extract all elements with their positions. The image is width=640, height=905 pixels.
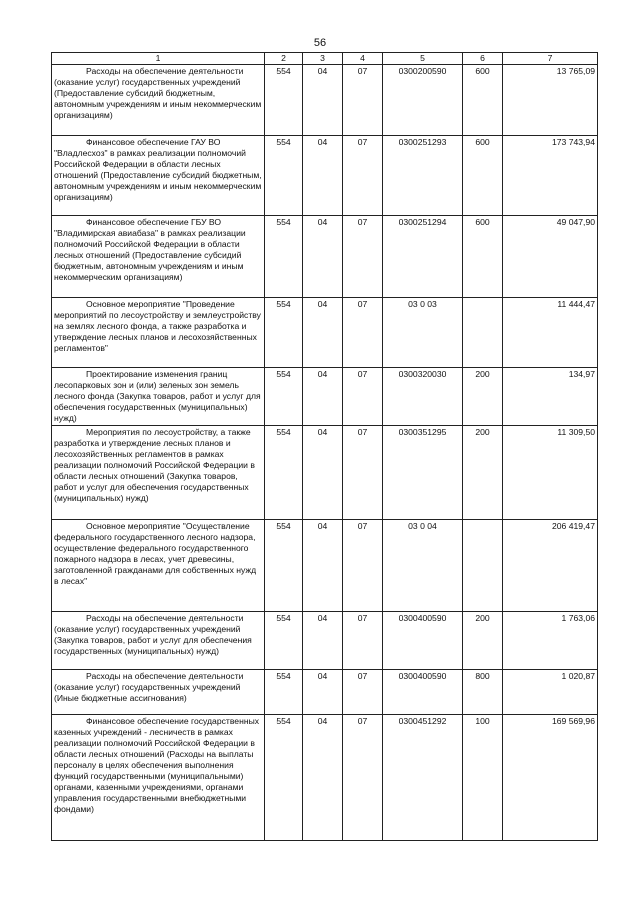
table-row [52, 715, 598, 841]
cell-section: 04 [303, 520, 343, 612]
table-row [52, 612, 598, 670]
cell-code: 554 [265, 715, 303, 841]
cell-expense-type [463, 520, 503, 612]
cell-code: 554 [265, 298, 303, 368]
cell-target-article: 0300451292 [383, 715, 463, 841]
table-row [52, 216, 598, 298]
header-cell: 1 [52, 53, 265, 65]
row-description: Расходы на обеспечение деятельности (оказание услуг) государственных учреждений (Предоставление субсидий бюджетным, автономным учреждениям и иным некоммерческим организациям) [52, 65, 265, 136]
table-row [52, 520, 598, 612]
cell-amount: 1 763,06 [503, 612, 598, 670]
cell-expense-type: 600 [463, 136, 503, 216]
table-row [52, 426, 598, 520]
cell-subsection: 07 [343, 136, 383, 216]
cell-amount: 1 020,87 [503, 670, 598, 715]
cell-section: 04 [303, 715, 343, 841]
cell-expense-type: 100 [463, 715, 503, 841]
cell-section: 04 [303, 426, 343, 520]
cell-section: 04 [303, 368, 343, 426]
cell-subsection: 07 [343, 426, 383, 520]
cell-target-article: 0300320030 [383, 368, 463, 426]
cell-code: 554 [265, 426, 303, 520]
cell-section: 04 [303, 612, 343, 670]
cell-target-article: 03 0 03 [383, 298, 463, 368]
cell-target-article: 0300251293 [383, 136, 463, 216]
cell-section: 04 [303, 670, 343, 715]
cell-expense-type: 200 [463, 426, 503, 520]
cell-subsection: 07 [343, 368, 383, 426]
cell-code: 554 [265, 368, 303, 426]
cell-expense-type: 600 [463, 216, 503, 298]
cell-expense-type: 800 [463, 670, 503, 715]
cell-code: 554 [265, 670, 303, 715]
cell-amount: 49 047,90 [503, 216, 598, 298]
cell-target-article: 03 0 04 [383, 520, 463, 612]
cell-subsection: 07 [343, 65, 383, 136]
cell-target-article: 0300251294 [383, 216, 463, 298]
header-cell: 2 [265, 53, 303, 65]
cell-section: 04 [303, 216, 343, 298]
cell-code: 554 [265, 65, 303, 136]
header-cell: 7 [503, 53, 598, 65]
header-cell: 6 [463, 53, 503, 65]
cell-subsection: 07 [343, 612, 383, 670]
cell-code: 554 [265, 520, 303, 612]
cell-target-article: 0300400590 [383, 670, 463, 715]
cell-code: 554 [265, 136, 303, 216]
cell-subsection: 07 [343, 298, 383, 368]
cell-expense-type: 200 [463, 612, 503, 670]
header-row [52, 53, 598, 65]
cell-amount: 134,97 [503, 368, 598, 426]
cell-subsection: 07 [343, 216, 383, 298]
cell-target-article: 0300200590 [383, 65, 463, 136]
budget-table [51, 52, 598, 841]
cell-subsection: 07 [343, 715, 383, 841]
cell-expense-type: 200 [463, 368, 503, 426]
header-cell: 3 [303, 53, 343, 65]
row-description: Расходы на обеспечение деятельности (оказание услуг) государственных учреждений (Иные бюджетные ассигнования) [52, 670, 265, 715]
row-description: Финансовое обеспечение государственных казенных учреждений - лесничеств в рамках реализации полномочий Российской Федерации в области лесных отношений (Расходы на выплаты персоналу в целях обеспечения выполнения функций государственными (муниципальными) органами, казенными учреждениями, органами управления государственными внебюджетными фондами) [52, 715, 265, 841]
cell-expense-type [463, 298, 503, 368]
cell-section: 04 [303, 65, 343, 136]
row-description: Проектирование изменения границ лесопарковых зон и (или) зеленых зон земель лесного фонда (Закупка товаров, работ и услуг для обеспечения государственных (муниципальных) нужд) [52, 368, 265, 426]
header-cell: 4 [343, 53, 383, 65]
cell-amount: 11 309,50 [503, 426, 598, 520]
cell-target-article: 0300351295 [383, 426, 463, 520]
cell-amount: 206 419,47 [503, 520, 598, 612]
table-row [52, 136, 598, 216]
row-description: Финансовое обеспечение ГАУ ВО "Владлесхоз" в рамках реализации полномочий Российской Федерации в области лесных отношений (Предоставление субсидий бюджетным, автономным учреждениям и иным некоммерческим организациям) [52, 136, 265, 216]
cell-section: 04 [303, 298, 343, 368]
cell-amount: 169 569,96 [503, 715, 598, 841]
row-description: Финансовое обеспечение ГБУ ВО "Владимирская авиабаза" в рамках реализации полномочий Российской Федерации в области лесных отношений (Предоставление субсидий бюджетным, автономным учреждениям и иным некоммерческим организациям) [52, 216, 265, 298]
cell-expense-type: 600 [463, 65, 503, 136]
row-description: Основное мероприятие "Осуществление федерального государственного лесного надзора, осуществление федерального государственного пожарного надзора в лесах, учет древесины, заготовленной гражданами для собственных нужд в лесах" [52, 520, 265, 612]
row-description: Основное мероприятие "Проведение мероприятий по лесоустройству и землеустройству на землях лесного фонда, а также разработка и утверждение лесных планов и лесохозяйственных регламентов" [52, 298, 265, 368]
cell-section: 04 [303, 136, 343, 216]
cell-subsection: 07 [343, 670, 383, 715]
row-description: Расходы на обеспечение деятельности (оказание услуг) государственных учреждений (Закупка товаров, работ и услуг для обеспечения государственных (муниципальных) нужд) [52, 612, 265, 670]
cell-amount: 11 444,47 [503, 298, 598, 368]
table-row [52, 65, 598, 136]
cell-amount: 173 743,94 [503, 136, 598, 216]
table-row [52, 670, 598, 715]
cell-subsection: 07 [343, 520, 383, 612]
cell-amount: 13 765,09 [503, 65, 598, 136]
header-cell: 5 [383, 53, 463, 65]
page-number: 56 [313, 37, 327, 49]
cell-code: 554 [265, 216, 303, 298]
cell-code: 554 [265, 612, 303, 670]
table-row [52, 368, 598, 426]
row-description: Мероприятия по лесоустройству, а также разработка и утверждение лесных планов и лесохозяйственных регламентов в рамках реализации полномочий Российской Федерации в области лесных отношений (Закупка товаров, работ и услуг для обеспечения государственных (муниципальных) нужд) [52, 426, 265, 520]
table-row [52, 298, 598, 368]
cell-target-article: 0300400590 [383, 612, 463, 670]
